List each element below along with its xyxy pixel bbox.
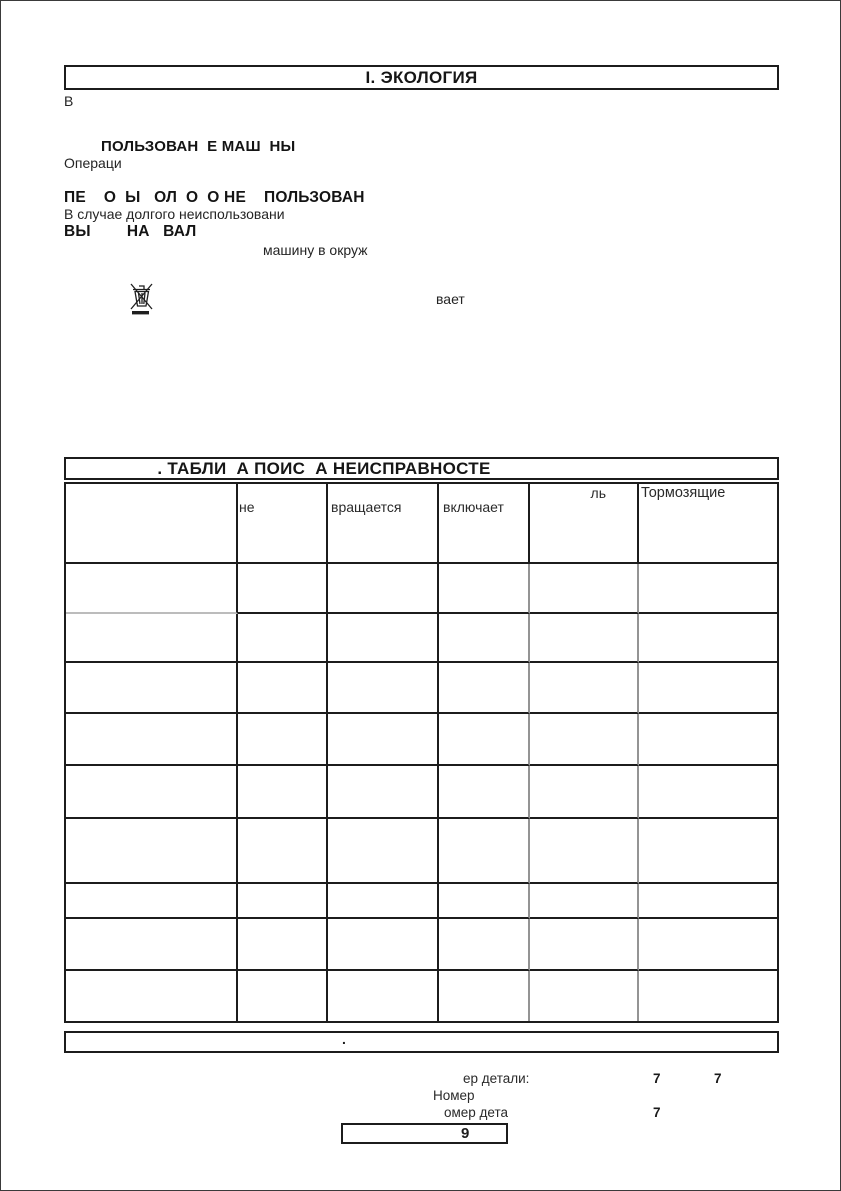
table-cell <box>66 819 238 884</box>
table-cell <box>639 919 777 971</box>
table-cell <box>238 819 328 884</box>
table-cell <box>238 766 328 819</box>
footer-note-dot: . <box>342 1031 346 1047</box>
table-cell <box>439 564 530 614</box>
part-number-value-1b: 7 <box>714 1071 722 1086</box>
part-number-label-1: ер детали: <box>463 1071 530 1086</box>
table-row <box>66 714 777 766</box>
table-row <box>66 884 777 919</box>
table-cell <box>639 819 777 884</box>
table-cell <box>328 663 439 714</box>
operations-text: Операци <box>64 155 122 171</box>
table-row <box>66 919 777 971</box>
table-cell <box>66 614 238 663</box>
table-cell <box>530 663 639 714</box>
machine-use-heading: ПОЛЬЗОВАН Е МАШ НЫ <box>101 138 296 155</box>
table-cell <box>328 614 439 663</box>
table-cell <box>639 884 777 919</box>
table-cell <box>439 819 530 884</box>
part-number-label-2: Номер <box>433 1088 475 1103</box>
table-cell <box>439 919 530 971</box>
header-cell-l: ль <box>530 484 639 564</box>
table-cell <box>238 884 328 919</box>
table-cell <box>530 714 639 766</box>
table-cell <box>530 766 639 819</box>
table-cell <box>639 614 777 663</box>
table-cell <box>328 714 439 766</box>
table-cell <box>66 663 238 714</box>
table-cell <box>328 819 439 884</box>
page-number: 9 <box>461 1125 470 1142</box>
header-cell-ne: не <box>238 484 328 564</box>
table-cell <box>66 714 238 766</box>
table-row <box>66 819 777 884</box>
table-cell <box>530 884 639 919</box>
table-row <box>66 614 777 663</box>
header-cell-rotates: вращается <box>328 484 439 564</box>
table-cell <box>439 766 530 819</box>
table-body <box>66 564 777 1021</box>
table-cell <box>238 614 328 663</box>
table-row <box>66 564 777 614</box>
table-row <box>66 766 777 819</box>
table-cell <box>66 564 238 614</box>
disposal-heading: ВЫ НА ВАЛ <box>64 223 197 240</box>
table-cell <box>238 714 328 766</box>
troubleshooting-title-box <box>64 457 779 480</box>
table-cell <box>530 614 639 663</box>
table-row <box>66 663 777 714</box>
table-row <box>66 971 777 1021</box>
page-number-box <box>341 1123 508 1144</box>
environment-text: машину в окруж <box>263 242 368 258</box>
part-number-value-1a: 7 <box>653 1071 661 1086</box>
table-cell <box>66 766 238 819</box>
table-cell <box>328 919 439 971</box>
table-cell <box>66 971 238 1021</box>
table-cell <box>238 971 328 1021</box>
table-cell <box>439 614 530 663</box>
long-idle-text: В случае долгого неиспользовани <box>64 206 285 222</box>
table-cell <box>238 663 328 714</box>
table-cell <box>439 884 530 919</box>
ecology-title: I. ЭКОЛОГИЯ <box>365 68 478 87</box>
table-cell <box>328 564 439 614</box>
ecology-title-box <box>64 65 779 90</box>
table-cell <box>66 919 238 971</box>
table-cell <box>439 663 530 714</box>
table-cell <box>530 971 639 1021</box>
table-cell <box>328 971 439 1021</box>
header-cell-problem <box>66 484 238 564</box>
header-cell-engages: включает <box>439 484 530 564</box>
table-cell <box>639 766 777 819</box>
table-cell <box>530 919 639 971</box>
text-fragment-v: В <box>64 93 74 109</box>
table-cell <box>639 714 777 766</box>
table-cell <box>328 884 439 919</box>
table-cell <box>66 884 238 919</box>
table-cell <box>639 663 777 714</box>
text-fragment-vaet: вает <box>436 291 465 307</box>
table-cell <box>328 766 439 819</box>
table-cell <box>530 564 639 614</box>
table-footer-note-box <box>64 1031 779 1053</box>
troubleshooting-title: . ТАБЛИ А ПОИС А НЕИСПРАВНОСТЕ <box>157 459 491 478</box>
table-cell <box>238 564 328 614</box>
table-cell <box>639 971 777 1021</box>
table-cell <box>639 564 777 614</box>
long-idle-heading: ПЕ О Ы ОЛ О О НЕ ПОЛЬЗОВАН <box>64 189 365 206</box>
part-number-label-3: омер дета <box>444 1105 509 1120</box>
troubleshooting-table <box>64 482 779 1023</box>
part-number-value-3: 7 <box>653 1105 661 1120</box>
table-cell <box>439 714 530 766</box>
table-cell <box>238 919 328 971</box>
table-header-row <box>66 484 777 564</box>
header-cell-braking: Тормозящие <box>639 484 777 564</box>
weee-crossed-bin-icon <box>128 282 156 315</box>
table-cell <box>530 819 639 884</box>
table-cell <box>439 971 530 1021</box>
